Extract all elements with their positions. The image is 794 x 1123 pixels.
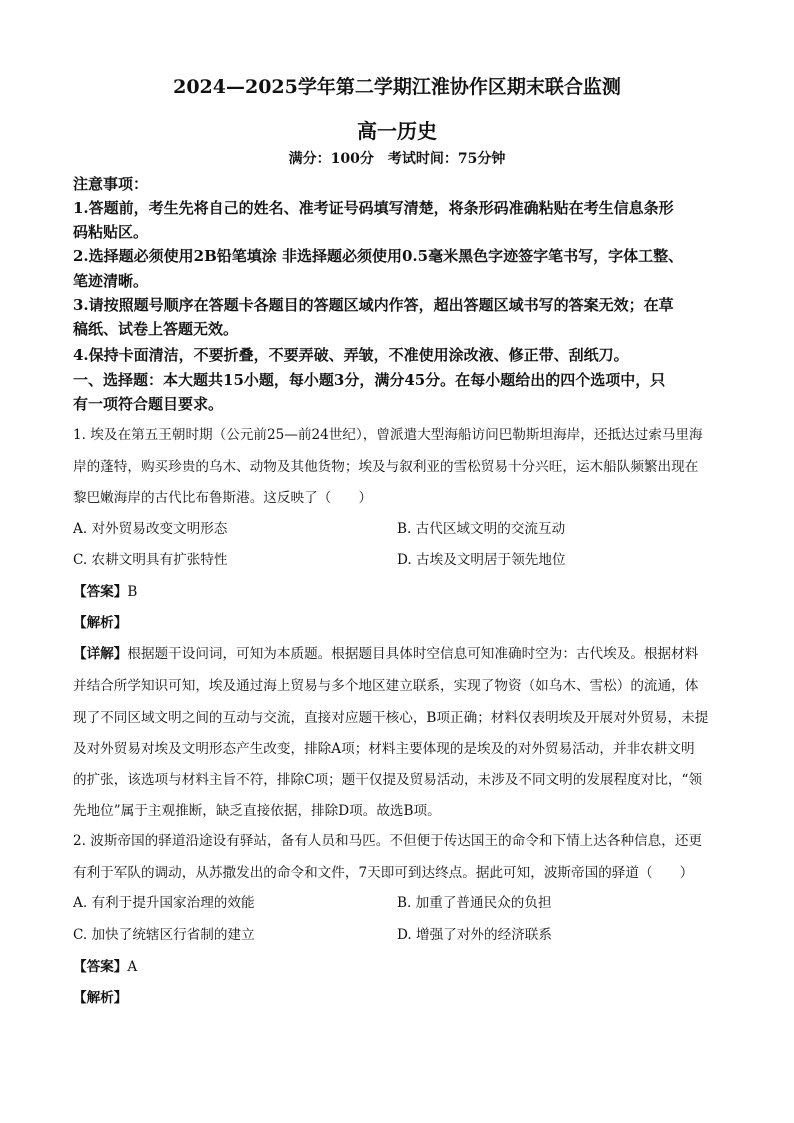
q2-option-b: B. 加重了普通民众的负担 bbox=[397, 895, 552, 911]
q2-option-d: D. 增强了对外的经济联系 bbox=[397, 927, 552, 943]
notes-line: 2.选择题必须使用2B铅笔填涂 非选择题必须使用0.5毫米黑色字迹签字笔书写，字体工整、 bbox=[73, 247, 684, 265]
q1-option-b: B. 古代区域文明的交流互动 bbox=[397, 521, 566, 537]
q1-analysis-label bbox=[73, 611, 127, 631]
q1-detail-line bbox=[73, 642, 725, 662]
exam-title: 2024—2025学年第二学期江淮协作区期末联合监测 bbox=[173, 76, 621, 98]
detail-label: 【详解】 bbox=[73, 646, 128, 662]
q2-option-a: A. 有利于提升国家治理的效能 bbox=[73, 895, 255, 911]
subject-title: 高一历史 bbox=[357, 119, 437, 143]
q2-analysis-label bbox=[73, 986, 127, 1006]
q1-stem-line: 黎巴嫩海岸的古代比布鲁斯港。这反映了（ ） bbox=[73, 490, 373, 506]
analysis-label: 【解析】 bbox=[73, 615, 128, 631]
q1-answer bbox=[73, 580, 137, 600]
notes-line: 稿纸、试卷上答题无效。 bbox=[73, 320, 239, 338]
q1-detail-line: 现了不同区域文明之间的互动与交流，直接对应题干核心，B项正确；材料仅表明埃及开展对外贸易，未提 bbox=[73, 710, 709, 726]
q1-option-c: C. 农耕文明具有扩张特性 bbox=[73, 552, 228, 568]
section-heading: 一、选择题：本大题共15小题，每小题3分，满分45分。在每小题给出的四个选项中，只 bbox=[73, 371, 666, 389]
notes-line: 3.请按照题号顺序在答题卡各题目的答题区域内作答，超出答题区域书写的答案无效；在草 bbox=[73, 296, 674, 314]
q2-stem-line: 2. 波斯帝国的驿道沿途设有驿站，备有人员和马匹。不但便于传达国王的命令和下情上达各种信息，还更 bbox=[73, 833, 703, 849]
notes-heading: 注意事项： bbox=[73, 175, 149, 193]
q2-option-c: C. 加快了统辖区行省制的建立 bbox=[73, 927, 255, 943]
notes-line: 4.保持卡面清洁，不要折叠，不要弄破、弄皱，不准使用涂改液、修正带、刮纸刀。 bbox=[73, 346, 629, 364]
answer-value: A bbox=[127, 959, 138, 975]
exam-meta: 满分：100分 考试时间：75分钟 bbox=[288, 151, 506, 167]
notes-line: 码粘贴区。 bbox=[73, 223, 149, 241]
q2-stem-line: 有利于军队的调动，从苏撒发出的命令和文件，7天即可到达终点。据此可知，波斯帝国的驿道（ ） bbox=[73, 865, 694, 881]
answer-label: 【答案】 bbox=[73, 584, 128, 600]
notes-line: 1.答题前，考生先将自己的姓名、准考证号码填写清楚，将条形码准确粘贴在考生信息条形 bbox=[73, 199, 674, 217]
q1-option-a: A. 对外贸易改变文明形态 bbox=[73, 521, 228, 537]
analysis-label: 【解析】 bbox=[73, 990, 128, 1006]
q1-detail-line: 先地位”属于主观推断，缺乏直接依据，排除D项。故选B项。 bbox=[73, 803, 441, 819]
q1-stem-line: 1. 埃及在第五王朝时期（公元前25—前24世纪），曾派遣大型海船访问巴勒斯坦海岸，还抵达过索马里海 bbox=[73, 427, 703, 443]
q1-stem-line: 岸的蓬特，购买珍贵的乌木、动物及其他货物；埃及与叙利亚的雪松贸易十分兴旺，运木船队频繁出现在 bbox=[73, 459, 699, 475]
answer-label: 【答案】 bbox=[73, 959, 128, 975]
section-heading: 有一项符合题目要求。 bbox=[73, 395, 224, 413]
notes-line: 笔迹清晰。 bbox=[73, 272, 149, 290]
answer-value: B bbox=[127, 584, 138, 600]
q1-detail-line: 并结合所学知识可知，埃及通过海上贸易与多个地区建立联系，实现了物资（如乌木、雪松）的流通，体 bbox=[73, 678, 699, 694]
detail-text: 根据题干设问词，可知为本质题。根据题目具体时空信息可知准确时空为：古代埃及。根据材料 bbox=[127, 646, 699, 662]
q1-detail-line: 及对外贸易对埃及文明形态产生改变，排除A项；材料主要体现的是埃及的对外贸易活动，并非农耕文明 bbox=[73, 741, 695, 757]
q1-detail-line: 的扩张，该选项与材料主旨不符，排除C项；题干仅提及贸易活动，未涉及不同文明的发展程度对比，“领 bbox=[73, 772, 703, 788]
q2-answer bbox=[73, 955, 137, 975]
q1-option-d: D. 古埃及文明居于领先地位 bbox=[397, 552, 566, 568]
